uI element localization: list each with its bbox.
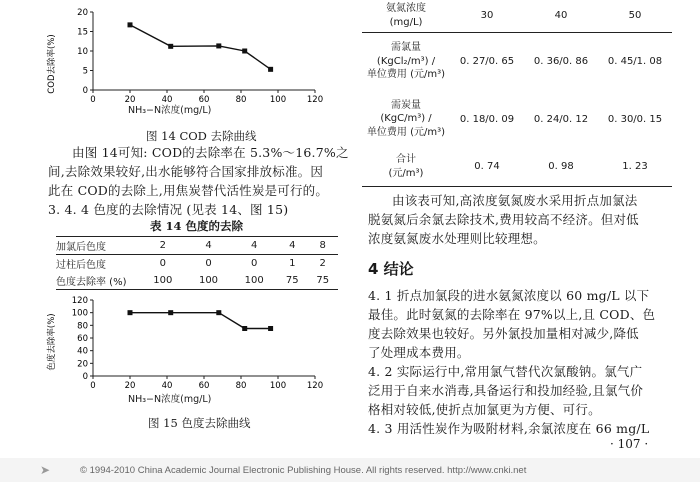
conclusion-line: 泛用于自来水消毒,具备运行和投加经验,且氯气价 (368, 383, 644, 398)
conclusion-line: 4. 1 折点加氯段的进水氨氮浓度以 60 mg/L 以下 (368, 288, 650, 303)
fig15-x-tick-label: 80 (235, 381, 247, 391)
footer-copyright: © 1994-2010 China Academic Journal Electronic Publishing House. All rights reserved. http://www.cnki.net (80, 465, 527, 476)
row-label: (KgC/m³) / (380, 113, 432, 125)
fig15-x-tick-label: 120 (306, 381, 324, 391)
page-number: · 107 · (610, 437, 649, 451)
table14-cell: 1 (289, 258, 296, 269)
table14-row-label: 加氯后色度 (56, 242, 106, 253)
fig15-x-tick-label: 0 (90, 381, 96, 391)
figure-14-chart (40, 4, 330, 116)
fig14-y-tick-label: 5 (82, 66, 88, 77)
table14-row-label: 过柱后色度 (56, 260, 106, 271)
cell: 1. 23 (622, 161, 648, 173)
table14-cell: 0 (250, 258, 258, 269)
fig15-data-point (242, 326, 247, 331)
cell: 0. 27/0. 65 (459, 55, 515, 67)
row-label: 需氯量 (391, 42, 421, 53)
fig15-xlabel: NH₃−N浓度(mg/L) (128, 394, 212, 405)
cost-table-row (362, 148, 672, 186)
table-14 (56, 236, 338, 290)
fig14-data-point (268, 67, 273, 72)
cost-table (362, 0, 672, 187)
table14-row (56, 272, 338, 290)
fig14-x-tick-label: 0 (90, 95, 96, 105)
cost-table-col: 30 (450, 0, 524, 32)
cell: 0. 18/0. 09 (459, 113, 515, 125)
fig14-ylabel: COD去除率(%) (47, 34, 57, 94)
fig15-y-tick-label: 20 (77, 359, 88, 370)
conclusion-line: 格相对较低,使折点加氯更为方便、可行。 (368, 402, 601, 417)
table14-cell: 2 (319, 258, 326, 269)
conclusion-line: 度去除效果也较好。另外氯投加量相对减少,降低 (368, 326, 639, 341)
fig15-data-point (168, 310, 173, 315)
fig15-y-tick-label: 60 (77, 334, 88, 344)
row-label: (KgCl₂/m³) / (376, 55, 436, 67)
conclusion-line: 了处理成本费用。 (368, 345, 470, 360)
fig15-y-tick-label: 80 (77, 321, 88, 332)
fig14-x-tick-label: 20 (124, 95, 136, 105)
fig14-y-tick-label: 0 (82, 86, 88, 96)
fig15-caption: 图 15 色度去除曲线 (148, 416, 251, 430)
fig14-y-tick-label: 20 (77, 8, 88, 18)
row-label: 单位费用 (元/m³) (366, 126, 446, 138)
conclusion-line: 最佳。此时氨氮的去除率在 97%以上,且 COD、色 (368, 307, 656, 322)
cost-table-col: 50 (598, 0, 672, 32)
cell: 0. 30/0. 15 (607, 113, 663, 125)
para1-line3: 此在 COD的去除上,用焦炭替代活性炭是可行的。 (48, 183, 329, 198)
table14-cell: 4 (205, 240, 212, 251)
figure-15-chart (40, 292, 330, 400)
cell: 0. 45/1. 08 (607, 55, 663, 67)
fig15-x-tick-label: 40 (161, 381, 173, 391)
table14-row (56, 237, 338, 255)
fig14-x-tick-label: 80 (235, 95, 247, 105)
fig14-data-point (216, 43, 221, 48)
fig14-data-point (168, 44, 173, 49)
cell: 0. 36/0. 86 (533, 55, 589, 67)
table14-cell: 0 (159, 258, 167, 269)
fig14-x-tick-label: 60 (198, 95, 210, 105)
fig15-y-tick-label: 0 (82, 372, 88, 382)
table14-cell: 8 (319, 240, 326, 251)
cost-table-row (362, 32, 672, 90)
table14-cell: 4 (289, 240, 296, 251)
fig15-x-tick-label: 60 (198, 381, 210, 391)
publisher-logo-icon: ➤ (40, 463, 51, 477)
row-label: 需炭量 (391, 99, 421, 111)
conclusion-line: 4. 3 用活性炭作为吸附材料,余氯浓度在 66 mg/L (368, 421, 650, 436)
table14-cell: 2 (159, 240, 167, 251)
fig15-data-point (128, 310, 133, 315)
table14-cell: 75 (285, 275, 299, 286)
fig14-series-line (130, 25, 271, 69)
fig15-ylabel: 色度去除率(%) (47, 313, 57, 371)
fig14-data-point (128, 22, 133, 27)
fig15-x-tick-label: 20 (124, 381, 136, 391)
para2-line2: 脱氨氮后余氯去除技术,费用较高不经济。但对低 (368, 212, 639, 227)
fig14-x-tick-label: 40 (161, 95, 173, 105)
fig14-y-tick-label: 10 (77, 47, 88, 57)
para2-line3: 浓度氨氮废水处理则比较理想。 (368, 231, 546, 246)
table14-cell: 100 (198, 275, 219, 286)
fig14-x-tick-label: 120 (306, 95, 324, 105)
fig14-xlabel: NH₃−N浓度(mg/L) (128, 105, 212, 116)
fig15-y-tick-label: 100 (71, 308, 88, 319)
fig14-y-tick-label: 15 (77, 27, 88, 38)
cost-table-col: 40 (524, 0, 598, 32)
table14-row-label: 色度去除率 (%) (56, 277, 127, 288)
cost-table-header-label1: 氨氮浓度 (386, 2, 426, 14)
cost-table-row (362, 90, 672, 148)
table14-cell: 100 (244, 275, 264, 286)
conclusion-line: 4. 2 实际运行中,常用氯气替代次氯酸钠。氯气广 (368, 364, 643, 379)
cost-table-header (362, 0, 672, 32)
table14-title: 表 14 色度的去除 (150, 219, 244, 233)
table14-row (56, 255, 338, 273)
section-heading-3-4-4: 3. 4. 4 色度的去除情况 (见表 14、图 15) (48, 202, 289, 217)
cost-table-header-label2: (mg/L) (389, 16, 423, 28)
cell: 0. 98 (548, 161, 574, 173)
fig15-y-tick-label: 120 (71, 296, 88, 306)
fig14-data-point (242, 49, 247, 54)
fig14-caption: 图 14 COD 去除曲线 (146, 129, 257, 143)
row-label: 合计 (396, 154, 416, 166)
para1-line2: 间,去除效果较好,出水能够符合国家排放标准。因 (48, 164, 324, 179)
para1-line1: 由图 14可知: COD的去除率在 5.3%～16.7%之 (72, 145, 349, 160)
table14-cell: 0 (205, 258, 212, 269)
row-label: (元/m³) (388, 167, 424, 179)
table14-cell: 100 (153, 275, 173, 286)
fig15-x-tick-label: 100 (269, 381, 287, 391)
cell: 0. 74 (474, 161, 500, 173)
fig15-series-line (130, 313, 271, 329)
table14-cell: 75 (316, 275, 330, 286)
fig15-y-tick-label: 40 (77, 346, 88, 357)
section-title-4: 4 结论 (368, 260, 414, 278)
para2-line1: 由该表可知,高浓度氨氮废水采用折点加氯法 (392, 193, 638, 208)
fig15-data-point (216, 310, 221, 315)
cell: 0. 24/0. 12 (533, 113, 589, 125)
row-label: 单位费用 (元/m³) (366, 69, 446, 80)
table14-cell: 4 (250, 240, 258, 251)
fig15-data-point (268, 326, 273, 331)
fig14-x-tick-label: 100 (269, 95, 287, 105)
